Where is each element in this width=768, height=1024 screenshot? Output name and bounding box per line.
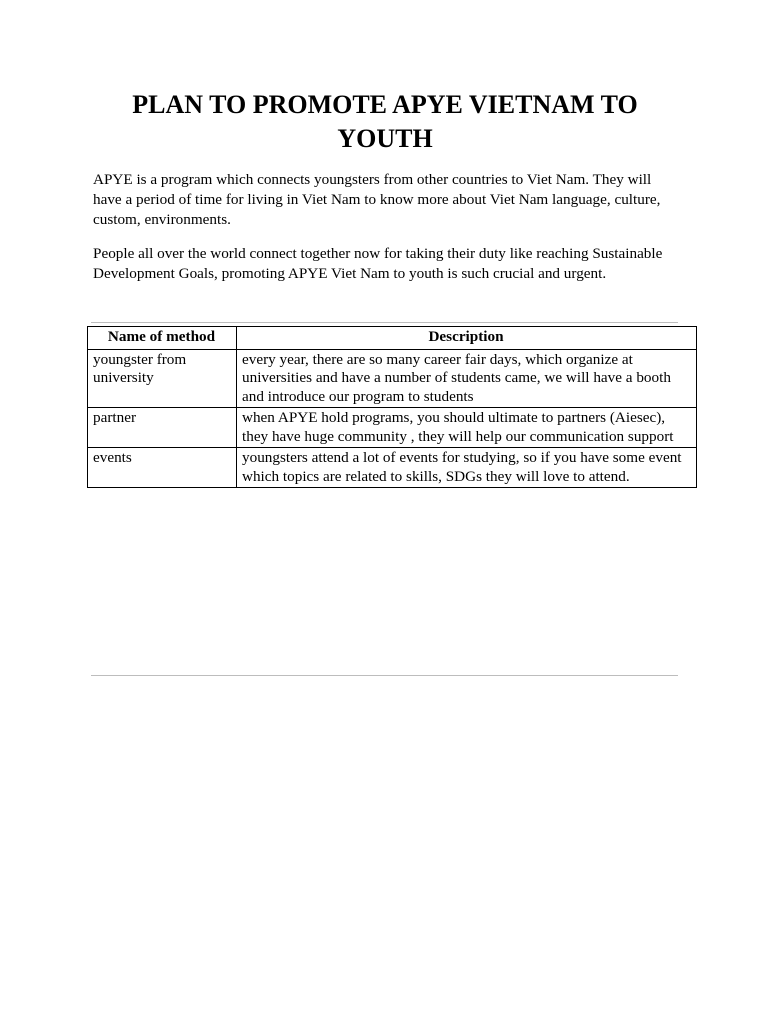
method-description-cell: every year, there are so many career fair days, which organize at universities and have a number of students came, we will have a booth and introduce our program to students xyxy=(237,349,697,408)
method-name-cell: youngster from university xyxy=(88,349,237,408)
intro-paragraph: APYE is a program which connects youngsters from other countries to Viet Nam. They will have a period of time for living in Viet Nam to know more about Viet Nam language, culture, custom, environments. xyxy=(93,171,661,228)
method-name-cell: partner xyxy=(88,408,237,448)
page-divider-bottom xyxy=(91,675,678,676)
table-header-row xyxy=(88,327,697,350)
page-divider-top xyxy=(91,322,678,323)
table-row xyxy=(88,408,697,448)
methods-table xyxy=(87,326,697,488)
column-header-description: Description xyxy=(237,327,697,350)
method-description-cell: youngsters attend a lot of events for studying, so if you have some event which topics are related to skills, SDGs they will love to attend. xyxy=(237,448,697,488)
method-name-cell: events xyxy=(88,448,237,488)
table-row xyxy=(88,349,697,408)
document-title: PLAN TO PROMOTE APYE VIETNAM TO YOUTH xyxy=(132,90,638,153)
table-row xyxy=(88,448,697,488)
column-header-name: Name of method xyxy=(88,327,237,350)
purpose-paragraph: People all over the world connect together now for taking their duty like reaching Sustainable Development Goals, promoting APYE Viet Nam to youth is such crucial and urgent. xyxy=(93,245,663,282)
method-description-cell: when APYE hold programs, you should ultimate to partners (Aiesec), they have huge community , they will help our communication support xyxy=(237,408,697,448)
